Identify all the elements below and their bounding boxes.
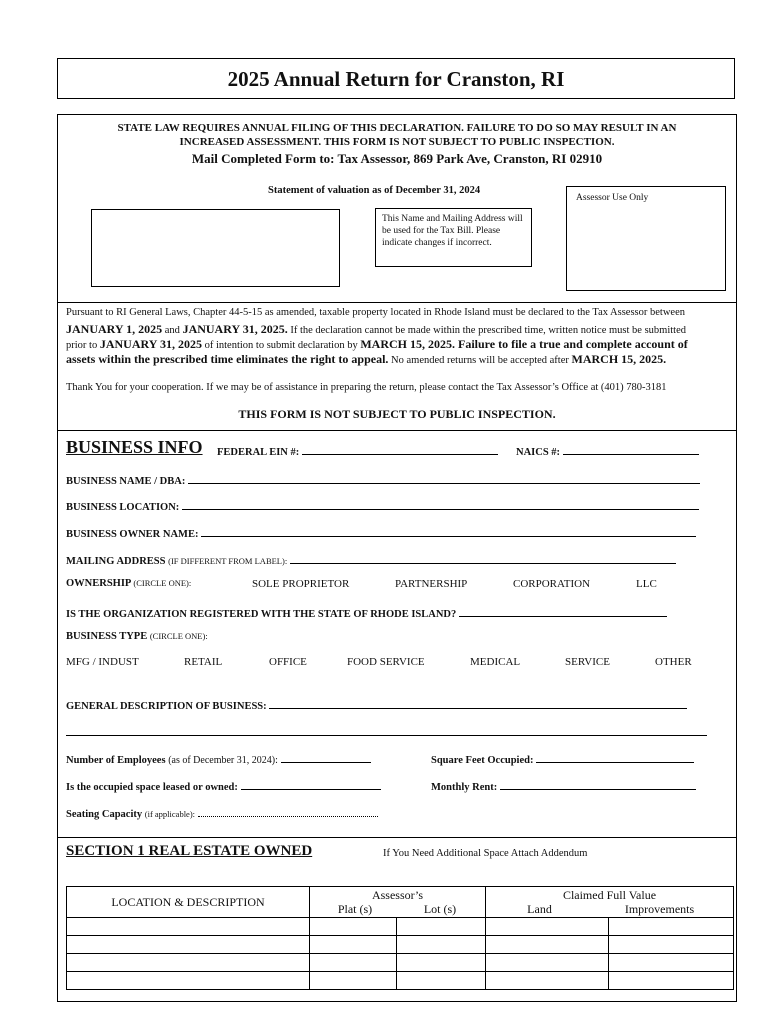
leased-input[interactable] (241, 778, 381, 790)
label-note: This Name and Mailing Address will be used for the Tax Bill. Please indicate changes if incorrect. (375, 208, 532, 267)
legal-line2-rest: If the declaration cannot be made within the prescribed time, written notice must be submitted (287, 325, 686, 336)
naics-field[interactable] (516, 443, 699, 458)
registered-input[interactable] (459, 605, 667, 617)
table-cell[interactable] (310, 954, 397, 972)
description-input[interactable] (269, 697, 687, 709)
date-jan31b: JANUARY 31, 2025 (99, 337, 202, 351)
legal-line1: Pursuant to RI General Laws, Chapter 44-5-15 as amended, taxable property located in Rhode Island must be declared to the Tax Assessor between (66, 307, 685, 318)
business-type-option[interactable]: MFG / INDUST (66, 656, 139, 668)
table-cell[interactable] (486, 936, 609, 954)
col-claimed (486, 887, 734, 918)
description-field[interactable]: GENERAL DESCRIPTION OF BUSINESS: (66, 697, 687, 712)
section1-heading: SECTION 1 REAL ESTATE OWNED (66, 843, 313, 859)
legal-mid: of intention to submit declaration by (201, 340, 361, 351)
table-cell[interactable] (486, 954, 609, 972)
employees-input[interactable] (281, 751, 371, 763)
employees-note: (as of December 31, 2024): (168, 755, 278, 766)
table-cell[interactable] (67, 936, 310, 954)
seating-label: Seating Capacity (66, 809, 143, 820)
business-type-option[interactable]: FOOD SERVICE (347, 656, 425, 668)
business-name-label: BUSINESS NAME / DBA: (66, 476, 186, 487)
date-mar15: MARCH 15, 2025. (360, 337, 455, 351)
table-row (67, 954, 734, 972)
real-estate-table (66, 886, 734, 990)
ownership-label: OWNERSHIP (66, 578, 131, 589)
col-lot: Lot (s) (423, 902, 457, 916)
business-owner-field[interactable] (66, 525, 696, 540)
table-cell[interactable] (486, 972, 609, 990)
ownership-option[interactable]: LLC (636, 578, 657, 590)
divider (57, 302, 737, 303)
seating-field[interactable] (66, 805, 378, 820)
col-location: LOCATION & DESCRIPTION (67, 887, 310, 918)
employees-field[interactable] (66, 751, 371, 766)
mailing-address-label: MAILING ADDRESS (66, 556, 166, 567)
seating-note: (if applicable): (144, 809, 196, 819)
business-type-option[interactable]: RETAIL (184, 656, 223, 668)
business-info-heading: BUSINESS INFO (66, 437, 203, 457)
ownership-option[interactable]: SOLE PROPRIETOR (252, 578, 350, 590)
description-input-line2[interactable] (66, 735, 707, 736)
table-cell[interactable] (609, 954, 734, 972)
col-plat: Plat (s) (337, 902, 373, 916)
date-jan31: JANUARY 31, 2025. (182, 322, 288, 336)
sqft-field[interactable]: Square Feet Occupied: (431, 751, 694, 766)
form-title: 2025 Annual Return for Cranston, RI (57, 58, 735, 99)
rent-input[interactable] (500, 778, 696, 790)
table-cell[interactable] (67, 972, 310, 990)
business-type-option[interactable]: SERVICE (565, 656, 610, 668)
naics-input[interactable] (563, 443, 699, 455)
registered-label: IS THE ORGANIZATION REGISTERED WITH THE STATE OF RHODE ISLAND? (66, 609, 457, 620)
section1-note: If You Need Additional Space Attach Addendum (383, 848, 588, 859)
mailing-address-input[interactable] (290, 552, 676, 564)
legal-line2 (66, 322, 686, 337)
col-land: Land (527, 902, 552, 916)
legal-appeal: assets within the prescribed time eliminates the right to appeal. (66, 352, 389, 366)
mailing-label-box (91, 209, 340, 287)
rent-label: Monthly Rent (431, 782, 494, 793)
table-cell[interactable] (397, 936, 486, 954)
business-name-input[interactable] (188, 472, 700, 484)
legal-line3 (66, 337, 688, 352)
assessor-use-box (566, 186, 726, 291)
business-owner-input[interactable] (201, 525, 696, 537)
col-assessor-label: Assessor’s (371, 888, 424, 902)
leased-field[interactable]: Is the occupied space leased or owned: (66, 778, 381, 793)
legal-line4 (66, 352, 666, 367)
table-cell[interactable] (310, 918, 397, 936)
business-type-option[interactable]: OTHER (655, 656, 692, 668)
notice-line2: INCREASED ASSESSMENT. THIS FORM IS NOT SUBJECT TO PUBLIC INSPECTION. (179, 136, 615, 148)
table-cell[interactable] (397, 918, 486, 936)
business-location-input[interactable] (182, 498, 699, 510)
mailing-address-field[interactable] (66, 552, 676, 567)
ein-label: FEDERAL EIN #: (217, 447, 300, 458)
table-cell[interactable] (67, 954, 310, 972)
not-public-notice: THIS FORM IS NOT SUBJECT TO PUBLIC INSPECTION. (238, 407, 556, 421)
business-location-field[interactable] (66, 498, 699, 513)
table-header-row (67, 887, 734, 918)
ownership-option[interactable]: CORPORATION (513, 578, 591, 590)
table-row (67, 936, 734, 954)
business-type-option[interactable]: MEDICAL (470, 656, 521, 668)
divider (57, 430, 737, 431)
table-cell[interactable] (609, 918, 734, 936)
table-cell[interactable] (609, 972, 734, 990)
business-type-label: BUSINESS TYPE (66, 631, 148, 642)
date-mar15b: MARCH 15, 2025. (571, 352, 667, 366)
table-cell[interactable] (67, 918, 310, 936)
rent-field[interactable]: Monthly Rent: (431, 778, 696, 793)
divider (57, 837, 737, 838)
col-improvements: Improvements (624, 902, 695, 916)
seating-input[interactable] (198, 805, 378, 817)
business-owner-label: BUSINESS OWNER NAME: (66, 529, 199, 540)
thanks-text: Thank You for your cooperation. If we may be of assistance in preparing the return, please contact the Tax Assessor’s Office at (401) 780-3181 (66, 382, 667, 393)
legal-amended: No amended returns will be accepted after (388, 355, 572, 366)
ownership-label-row (66, 578, 191, 589)
ownership-option[interactable]: PARTNERSHIP (395, 578, 468, 590)
col-assessor (310, 887, 486, 918)
mailing-address-note: (IF DIFFERENT FROM LABEL): (168, 556, 288, 566)
col-plat-lot (310, 902, 485, 916)
sqft-label: Square Feet Occupied (431, 755, 530, 766)
mail-address: Mail Completed Form to: Tax Assessor, 869 Park Ave, Cranston, RI 02910 (191, 151, 603, 166)
business-type-label-row (66, 631, 208, 642)
ownership-note: (CIRCLE ONE): (133, 578, 192, 588)
business-type-option[interactable]: OFFICE (269, 656, 307, 668)
table-row (67, 918, 734, 936)
registered-field[interactable] (66, 605, 667, 620)
ein-field[interactable] (217, 443, 498, 458)
table-row (67, 972, 734, 990)
col-claimed-label: Claimed Full Value (562, 888, 657, 902)
legal-failure: Failure to file a true and complete account of (455, 337, 688, 351)
ein-input[interactable] (302, 443, 498, 455)
description-label: GENERAL DESCRIPTION OF BUSINESS (66, 701, 264, 712)
table-cell[interactable] (486, 918, 609, 936)
col-land-improvements (486, 902, 733, 916)
legal-and: and (162, 325, 183, 336)
naics-label: NAICS #: (516, 447, 561, 458)
table-cell[interactable] (609, 936, 734, 954)
business-location-label: BUSINESS LOCATION: (66, 502, 180, 513)
table-cell[interactable] (397, 954, 486, 972)
table-cell[interactable] (310, 972, 397, 990)
table-cell[interactable] (310, 936, 397, 954)
assessor-use-label: Assessor Use Only (576, 193, 649, 203)
notice-line1: STATE LAW REQUIRES ANNUAL FILING OF THIS DECLARATION. FAILURE TO DO SO MAY RESULT IN AN (117, 122, 677, 134)
business-type-note: (CIRCLE ONE): (149, 631, 208, 641)
business-name-field[interactable] (66, 472, 700, 487)
employees-label: Number of Employees (66, 755, 166, 766)
table-cell[interactable] (397, 972, 486, 990)
sqft-input[interactable] (536, 751, 694, 763)
date-jan1: JANUARY 1, 2025 (66, 322, 163, 336)
legal-prior: prior to (66, 340, 100, 351)
leased-label: Is the occupied space leased or owned (66, 782, 235, 793)
statement-date: Statement of valuation as of December 31, 2024 (268, 185, 481, 196)
